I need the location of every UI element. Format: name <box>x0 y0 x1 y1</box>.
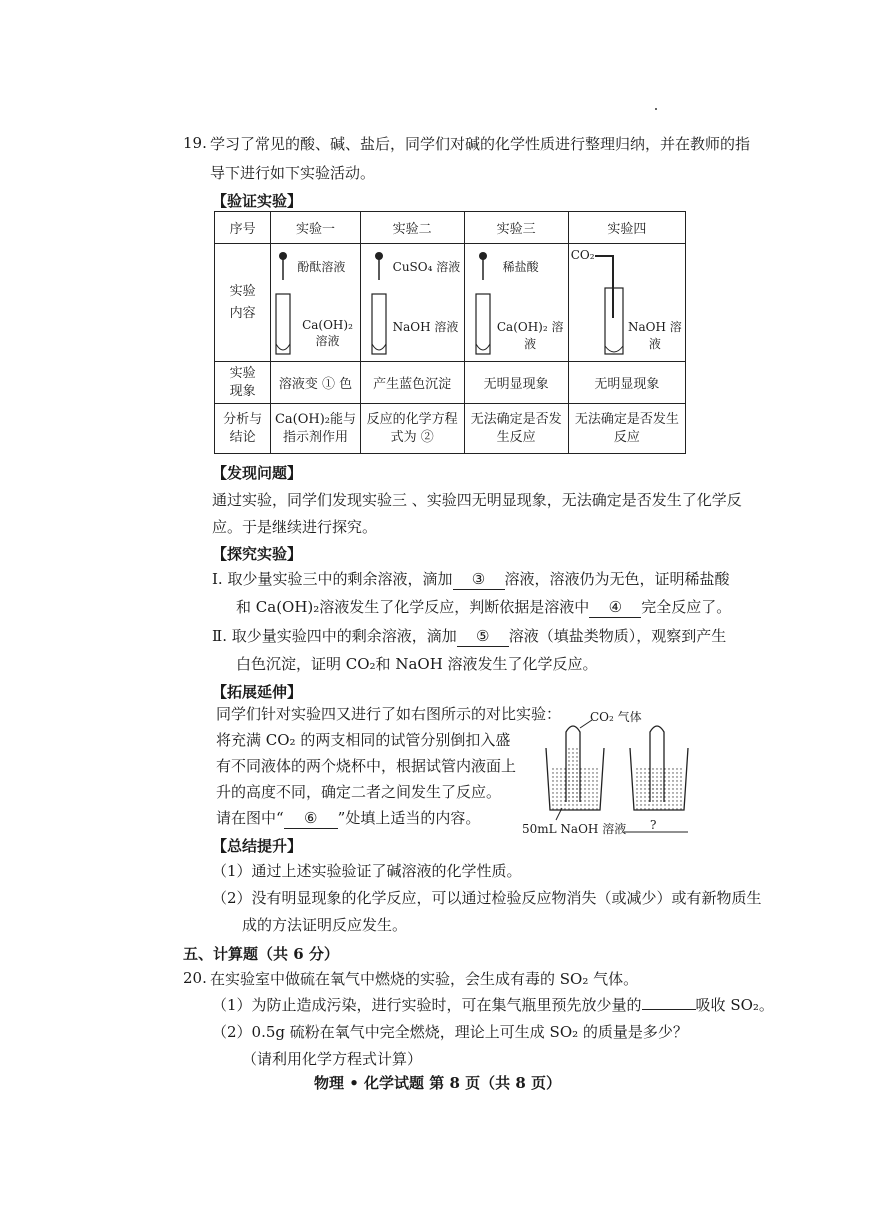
blank-q20-1 <box>642 1009 696 1010</box>
q20-part2: （2）0.5g 硫粉在氧气中完全燃烧，理论上可生成 SO₂ 的质量是多少？ <box>212 1023 688 1041</box>
blank-5: ⑤ <box>457 626 509 647</box>
text-fragment: 取少量实验四中的剩余溶液，滴加 <box>231 627 457 645</box>
blank-3: ③ <box>453 569 505 590</box>
row-label-text: 分析与结论 <box>223 411 263 445</box>
text-fragment: ”处填上适当的内容。 <box>337 809 481 827</box>
experiment-table <box>214 211 686 454</box>
extend-heading: 【拓展延伸】 <box>212 683 303 701</box>
explore-I-line2 <box>236 597 731 618</box>
text-fragment: 完全反应了。 <box>641 598 732 616</box>
header-cell: 实验二 <box>360 212 464 244</box>
beaker-comparison-figure <box>520 708 700 838</box>
explore-II-line2: 白色沉淀，证明 CO₂和 NaOH 溶液发生了化学反应。 <box>236 655 598 673</box>
exp2-solution-label: NaOH 溶液 <box>392 320 459 334</box>
exp4-solution-label: NaOH 溶液 <box>627 320 682 351</box>
row-label-text: 实验内容 <box>229 283 256 321</box>
table-row-analysis <box>215 404 686 454</box>
text-fragment: 溶液，溶液仍为无色，证明稀盐酸 <box>504 570 730 588</box>
text-fragment: （1）为防止造成污染，进行实验时，可在集气瓶里预先放少量的 <box>212 996 642 1014</box>
text-fragment: 请在图中“ <box>216 809 284 827</box>
find-line2: 应。于是继续进行探究。 <box>212 518 378 536</box>
analysis-cell: 无法确定是否发生反应 <box>568 404 685 454</box>
item-number: Ⅱ. <box>212 627 227 645</box>
q20-part2-note: （请利用化学方程式计算） <box>242 1050 423 1068</box>
find-heading: 【发现问题】 <box>212 464 303 482</box>
table-header-row <box>215 212 686 244</box>
row-label-text: 实验现象 <box>229 365 256 399</box>
explore-II-line1 <box>212 626 726 647</box>
find-line1: 通过实验，同学们发现实验三 、实验四无明显现象，无法确定是否发生了化学反 <box>212 491 742 509</box>
exp3-solution-label: Ca(OH)₂ 溶液 <box>496 320 564 351</box>
page-footer: 物理 • 化学试题 第 8 页（共 8 页） <box>314 1074 562 1092</box>
summary-heading: 【总结提升】 <box>212 837 303 855</box>
left-beaker-label: 50mL NaOH 溶液 <box>522 822 627 836</box>
row-label-analysis <box>215 404 271 454</box>
exp1-reagent-label: 酚酞溶液 <box>297 260 346 274</box>
exp1-solution-label: Ca(OH)₂ 溶液 <box>302 318 353 348</box>
header-cell: 实验一 <box>271 212 360 244</box>
exp4-gas-label: CO₂ <box>570 248 595 262</box>
item-number: Ⅰ. <box>212 570 223 588</box>
table-row-content <box>215 244 686 362</box>
blank-6: ⑥ <box>284 808 338 829</box>
extend-line: 有不同液体的两个烧杯中，根据试管内液面上 <box>216 757 517 775</box>
q19-intro-line1: 学习了常见的酸、碱、盐后，同学们对碱的化学性质进行整理归纳，并在教师的指 <box>210 135 751 153</box>
phenomenon-cell: 无明显现象 <box>568 362 685 404</box>
text-fragment: 溶液（填盐类物质），观察到产生 <box>508 627 727 645</box>
header-cell: 实验三 <box>464 212 568 244</box>
phenomenon-cell: 产生蓝色沉淀 <box>360 362 464 404</box>
summary-1: （1）通过上述实验验证了碱溶液的化学性质。 <box>212 862 522 880</box>
q20-intro: 在实验室中做硫在氧气中燃烧的实验，会生成有毒的 SO₂ 气体。 <box>210 970 639 988</box>
text-fragment: 吸收 SO₂。 <box>695 996 774 1014</box>
exp2-diagram-cell <box>360 244 464 362</box>
summary-2b: 成的方法证明反应发生。 <box>242 916 408 934</box>
verify-heading: 【验证实验】 <box>212 192 303 210</box>
question-number-19: 19. <box>183 134 207 152</box>
question-number-20: 20. <box>183 969 207 987</box>
q20-part1 <box>212 995 774 1015</box>
section-5-title: 五、计算题（共 6 分） <box>183 945 339 963</box>
header-cell: 序号 <box>215 212 271 244</box>
beaker-drawing <box>520 708 700 838</box>
text-fragment: 取少量实验三中的剩余溶液，滴加 <box>227 570 453 588</box>
exp3-diagram-cell <box>464 244 568 362</box>
analysis-cell: 反应的化学方程式为 ② <box>360 404 464 454</box>
extend-line-last <box>216 808 480 829</box>
text-fragment: 和 Ca(OH)₂溶液发生了化学反应，判断依据是溶液中 <box>236 598 590 616</box>
exp2-reagent-label: CuSO₄ 溶液 <box>392 260 461 274</box>
header-cell: 实验四 <box>568 212 685 244</box>
phenomenon-cell: 溶液变 ① 色 <box>271 362 360 404</box>
analysis-cell: 无法确定是否发生反应 <box>464 404 568 454</box>
exp3-reagent-label: 稀盐酸 <box>502 260 539 274</box>
explore-I-line1 <box>212 569 730 590</box>
gas-label: CO₂ 气体 <box>590 710 642 724</box>
row-label-phenomenon <box>215 362 271 404</box>
blank-4: ④ <box>589 597 641 618</box>
extend-line: 升的高度不同，确定二者之间发生了反应。 <box>216 783 502 801</box>
right-beaker-label: ? <box>650 818 657 832</box>
extend-line: 同学们针对实验四又进行了如右图所示的对比实验： <box>216 705 562 723</box>
analysis-cell: Ca(OH)₂能与指示剂作用 <box>271 404 360 454</box>
exp4-diagram-cell <box>568 244 685 362</box>
explore-heading: 【探究实验】 <box>212 545 303 563</box>
phenomenon-cell: 无明显现象 <box>464 362 568 404</box>
table-row-phenomenon <box>215 362 686 404</box>
scan-speck <box>655 108 657 110</box>
summary-2a: （2）没有明显现象的化学反应，可以通过检验反应物消失（或减少）或有新物质生 <box>212 889 762 907</box>
exp1-diagram-cell <box>271 244 360 362</box>
q19-intro-line2: 导下进行如下实验活动。 <box>210 164 376 182</box>
extend-line: 将充满 CO₂ 的两支相同的试管分别倒扣入盛 <box>216 731 511 749</box>
row-label-content <box>215 244 271 362</box>
